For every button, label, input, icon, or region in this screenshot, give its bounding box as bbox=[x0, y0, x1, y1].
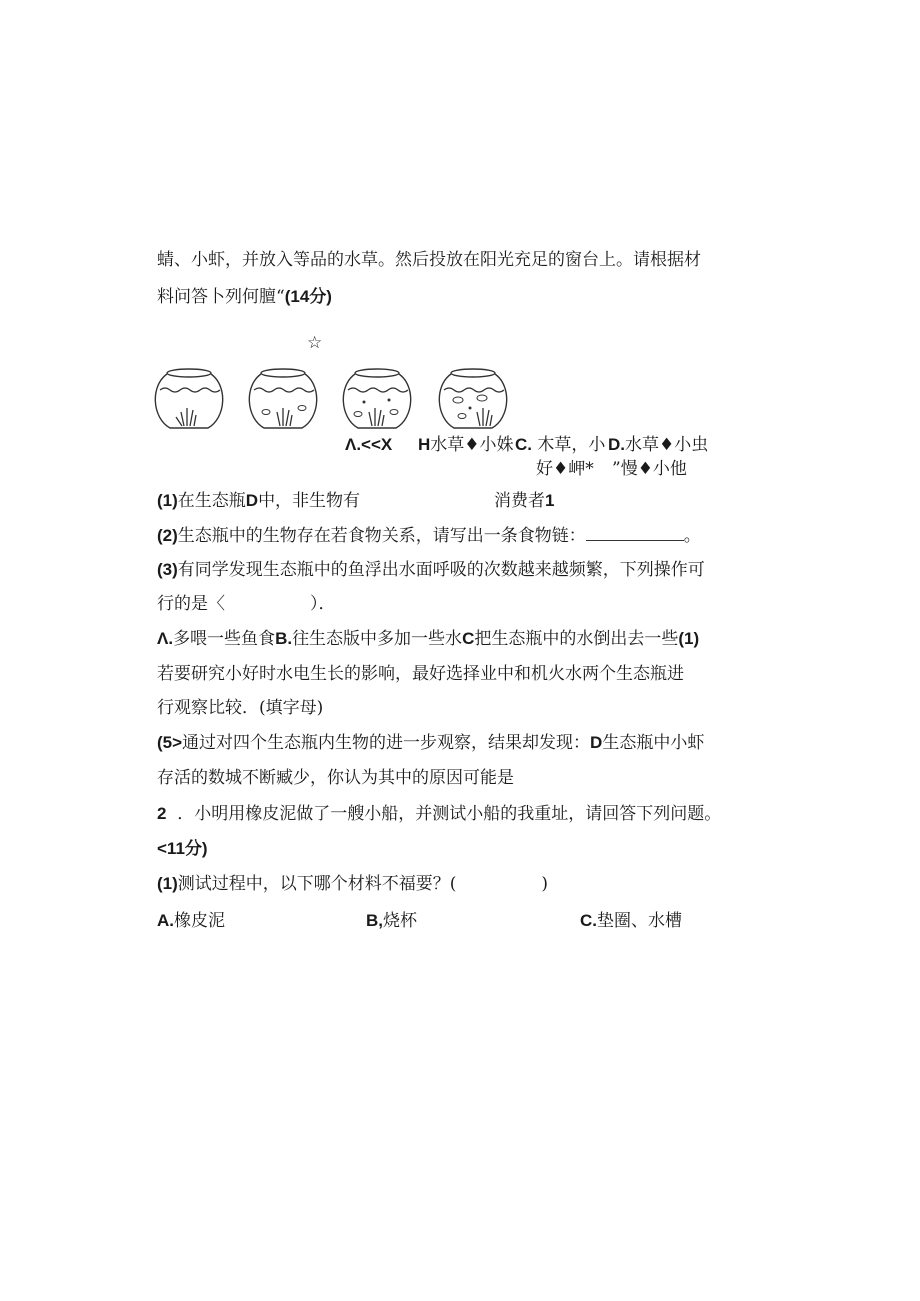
question-section-2: 2 ．小明用橡皮泥做了一艘小船，并测试小船的我重址，请回答下列问题。 bbox=[157, 804, 722, 824]
eco-bottle-d bbox=[438, 368, 508, 432]
eco-bottle-b bbox=[248, 368, 318, 432]
question-4: 若要研究小好时水电生长的影响，最好选择业中和机火水两个生态瓶进 bbox=[157, 664, 684, 684]
option-b: B,烧杯 bbox=[366, 911, 417, 931]
question-1: (1)在生态瓶D中，非生物有 bbox=[157, 491, 361, 511]
question-3-line2: 行的是〈 ）． bbox=[157, 594, 336, 614]
question-3-options: Λ.多喂一些鱼食B.往生态版中多加一些水C把生态瓶中的水倒出去一些(1) bbox=[157, 629, 700, 649]
label-a: Λ.<<X bbox=[345, 435, 393, 454]
eco-bottle-a bbox=[154, 368, 224, 432]
label-d-line2: ”慢♦小他 bbox=[612, 459, 687, 479]
question-1-consumers: 消费者1 bbox=[494, 491, 555, 511]
intro-line-2: 料问答卜列何膻“(14分) bbox=[157, 287, 332, 307]
question-5-line2: 存活的数城不断臧少，你认为其中的原因可能是 bbox=[157, 768, 514, 788]
question-3: (3)有同学发现生态瓶中的鱼浮出水面呼吸的次数越来越频繁，下列操作可 bbox=[157, 560, 705, 580]
label-c: C. 木草，小 bbox=[515, 435, 606, 455]
option-c: C.垫圈、水槽 bbox=[580, 911, 682, 931]
label-c-line2: 好♦岬* bbox=[536, 459, 594, 479]
label-b: H水草♦小姝 bbox=[418, 435, 514, 455]
option-a: A.橡皮泥 bbox=[157, 911, 225, 931]
question-5: (5>通过对四个生态瓶内生物的进一步观察，结果却发现：D生态瓶中小虾 bbox=[157, 733, 705, 753]
eco-bottle-c bbox=[342, 368, 412, 432]
question-4-line2: 行观察比较．(填字母) bbox=[157, 698, 324, 718]
answer-blank[interactable] bbox=[586, 526, 684, 541]
intro-line-1: 蜻、小虾，并放入等品的水草。然后投放在阳光充足的窗台上。请根据材 bbox=[157, 250, 701, 270]
score: (14分) bbox=[284, 287, 332, 306]
question-2-1: (1)测试过程中，以下哪个材料不福要？( ) bbox=[157, 874, 549, 894]
label-d: D.水草♦小虫 bbox=[608, 435, 709, 455]
question-2: (2)生态瓶中的生物存在若食物关系，请写出一条食物链： 。 bbox=[157, 526, 701, 546]
section-2-score: <11分) bbox=[157, 839, 208, 858]
star-icon: ☆ bbox=[307, 333, 323, 353]
